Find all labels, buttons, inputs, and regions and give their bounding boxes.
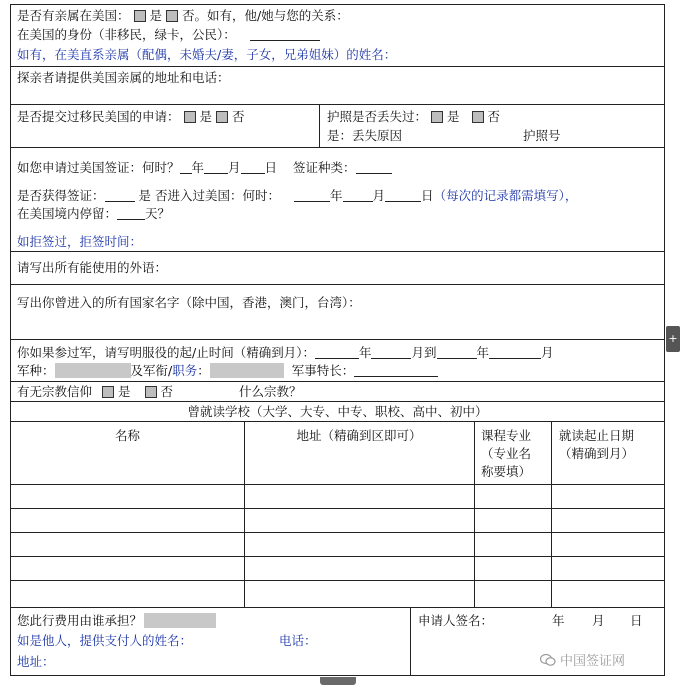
immigration-question: 是否提交过移民美国的申请： [17, 109, 180, 124]
stay-days-field[interactable] [117, 206, 145, 220]
school-name-header: 名称 [114, 428, 140, 443]
military-branch-field[interactable] [55, 363, 131, 378]
no-label: 否 [232, 109, 245, 124]
visa-form [10, 4, 665, 676]
visa-year-field[interactable] [180, 160, 192, 174]
major-header-1: 课程专业 [481, 428, 532, 443]
relative-address-label: 探亲者请提供美国亲属的地址和电话： [17, 70, 230, 85]
schools-title-row [11, 402, 664, 422]
rank-field[interactable] [210, 363, 284, 378]
watermark [540, 650, 625, 669]
religion-question: 有无宗教信仰 [17, 384, 93, 399]
year-label: 年 [476, 345, 490, 360]
service-start-month-field[interactable] [371, 345, 411, 359]
watermark-text: 中国签证网 [560, 654, 626, 669]
colon: ： [197, 363, 210, 378]
payer-phone-label: 电话： [279, 633, 317, 648]
passport-number-label: 护照号 [523, 128, 561, 143]
payer-address-label: 地址： [17, 654, 55, 669]
passport-lost-question: 护照是否丢失过： [327, 109, 428, 124]
relatives-section [11, 5, 664, 67]
previous-visa-question: 如您申请过美国签证：何时？ [17, 160, 180, 175]
yes-label: 是 [118, 384, 131, 399]
year-label: 年 [191, 160, 205, 175]
refusal-label: 如拒签过，拒签时间： [17, 234, 143, 249]
yes-label: 是 [149, 8, 163, 23]
visa-type-field[interactable] [356, 160, 392, 174]
no-label: 否 [487, 109, 501, 124]
sign-year-label: 年 [552, 613, 565, 628]
visa-month-field[interactable] [204, 160, 228, 174]
religion-yes-checkbox[interactable] [102, 386, 114, 398]
relatives-relation-label: 否。如有，他/她与您的关系： [182, 8, 349, 23]
rank-label: 及军衔/ [130, 363, 173, 378]
month-label: 月 [372, 188, 386, 203]
religion-type-label: 什么宗教？ [239, 384, 302, 399]
stay-duration-label: 在美国境内停留： [17, 206, 118, 221]
month-to-label: 月到 [411, 345, 437, 360]
record-note: （每次的记录都需填写）， [433, 188, 578, 203]
us-status-field[interactable] [250, 27, 320, 41]
year-label: 年 [330, 188, 343, 203]
previous-visa-section [11, 148, 664, 252]
dates-header-2: （精确到月） [559, 446, 635, 461]
passport-lost-yes-checkbox[interactable] [431, 111, 443, 123]
military-specialty-label: 军事特长： [291, 363, 355, 378]
divider [319, 105, 320, 147]
yes-label: 是 [199, 109, 213, 124]
relatives-question: 是否有亲属在美国： [17, 8, 130, 23]
month-label: 月 [228, 160, 241, 175]
no-label: 否 [160, 384, 174, 399]
visa-granted-question: 是否获得签证： [17, 188, 105, 203]
wechat-icon [540, 654, 556, 666]
payer-name-label: 如是他人，提供支付人的姓名： [17, 633, 193, 648]
day-label: 日 [421, 188, 434, 203]
military-branch-label: 军种： [17, 363, 55, 378]
military-service-label: 你如果参过军，请写明服役的起/止时间（精确到月）： [17, 345, 315, 360]
military-specialty-field[interactable] [354, 363, 438, 377]
relatives-no-checkbox[interactable] [166, 10, 178, 22]
service-start-year-field[interactable] [315, 345, 359, 359]
immediate-relatives-label: 如有，在美直系亲属（配偶，未婚夫/妻，子女，兄弟姐妹）的姓名： [17, 47, 397, 62]
passport-lost-no-checkbox[interactable] [472, 111, 484, 123]
religion-no-checkbox[interactable] [145, 386, 157, 398]
sign-month-label: 月 [592, 613, 605, 628]
dates-header-1: 就读起止日期 [559, 428, 635, 443]
expand-bottom-button[interactable] [320, 677, 356, 685]
languages-section [11, 252, 664, 285]
countries-visited-label: 写出你曾进入的所有国家名字（除中国，香港，澳门，台湾）： [17, 295, 361, 310]
us-status-label: 在美国的身份（非移民，绿卡，公民）： [17, 27, 236, 42]
service-end-month-field[interactable] [489, 345, 541, 359]
position-label: 职务 [172, 363, 198, 378]
military-section [11, 340, 664, 382]
year-label: 年 [358, 345, 372, 360]
entered-us-question: 否进入过美国：何时： [155, 188, 281, 203]
days-label: 天？ [145, 206, 171, 221]
immigration-passport-section [11, 105, 664, 148]
yes-label: 是 [138, 188, 152, 203]
sign-day-label: 日 [630, 613, 643, 628]
relative-address-section [11, 67, 664, 105]
entry-year-field[interactable] [294, 188, 330, 202]
immigration-yes-checkbox[interactable] [184, 111, 196, 123]
day-label: 日 [264, 160, 278, 175]
relatives-yes-checkbox[interactable] [134, 10, 146, 22]
visa-granted-field[interactable] [105, 188, 135, 202]
loss-reason-label: 是：丢失原因 [327, 128, 403, 143]
expense-payer-field[interactable] [144, 613, 216, 628]
month-label: 月 [541, 345, 554, 360]
major-header-3: 称要填） [481, 464, 532, 479]
schools-title: 曾就读学校（大学、大专、中专、职校、高中、初中） [187, 404, 488, 419]
countries-visited-section [11, 285, 664, 340]
expense-payer-label: 您此行费用由谁承担？ [17, 613, 143, 628]
school-address-header: 地址（精确到区即可） [296, 428, 422, 443]
major-header-2: （专业名 [481, 446, 532, 461]
visa-type-label: 签证种类： [293, 160, 356, 175]
entry-month-field[interactable] [343, 188, 373, 202]
religion-section [11, 382, 664, 402]
schools-table [11, 422, 664, 608]
entry-day-field[interactable] [385, 188, 421, 202]
expand-side-button[interactable]: + [666, 326, 680, 352]
signature-label: 申请人签名： [418, 613, 494, 628]
immigration-no-checkbox[interactable] [216, 111, 228, 123]
yes-label: 是 [447, 109, 460, 124]
visa-day-field[interactable] [241, 160, 265, 174]
languages-label: 请写出所有能使用的外语： [17, 260, 168, 275]
service-end-year-field[interactable] [437, 345, 477, 359]
